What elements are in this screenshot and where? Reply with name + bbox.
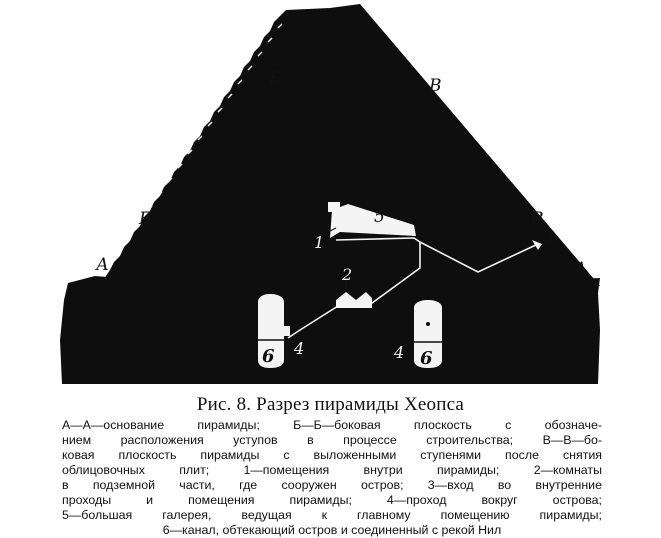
legend-line: нием расположения уступов в процессе строительства; В—В—бо- <box>62 433 602 447</box>
underground-base <box>60 276 600 384</box>
label-4-right: 4 <box>394 343 405 362</box>
label-a-right: А <box>574 259 587 279</box>
label-b-lower: Б <box>139 209 152 229</box>
label-v-upper: В <box>429 76 442 96</box>
legend-line: проходы и помещения пирамиды; 4—проход вокруг острова; <box>62 493 602 507</box>
legend-line: А—А—основание пирамиды; Б—Б—боковая плоскость с обозначе- <box>62 418 602 432</box>
label-4-left: 4 <box>294 339 305 358</box>
legend-line: 5—большая галерея, ведущая к главному помещению пирамиды; <box>62 508 602 522</box>
legend-line: ковая плоскость пирамиды с выложенными ступенями после снятия <box>62 448 602 462</box>
legend-line: 6—канал, обтекающий остров и соединенный с рекой Нил <box>162 523 502 537</box>
label-5: 5 <box>374 207 385 227</box>
canal-right-dot <box>426 322 430 326</box>
label-b-upper: Б <box>269 69 282 89</box>
canal-left-notch <box>284 326 290 336</box>
label-3: 3 <box>543 229 554 249</box>
label-v-lower: В <box>531 209 544 229</box>
figure-legend <box>62 418 602 538</box>
label-6-left: 6 <box>262 346 275 367</box>
label-2: 2 <box>342 265 353 284</box>
legend-line: облицовочных плит; 1—помещения внутри пирамиды; 2—комнаты <box>62 463 602 477</box>
figure-caption: Рис. 8. Разрез пирамиды Хеопса <box>196 394 465 415</box>
label-1: 1 <box>314 233 325 252</box>
legend-line: в подземной части, где сооружен остров; 3—вход во внутренние <box>62 478 602 492</box>
pyramid-body <box>102 4 600 288</box>
label-6-right: 6 <box>420 348 433 369</box>
label-a-left: А <box>96 255 109 275</box>
chamber-top <box>328 202 340 212</box>
